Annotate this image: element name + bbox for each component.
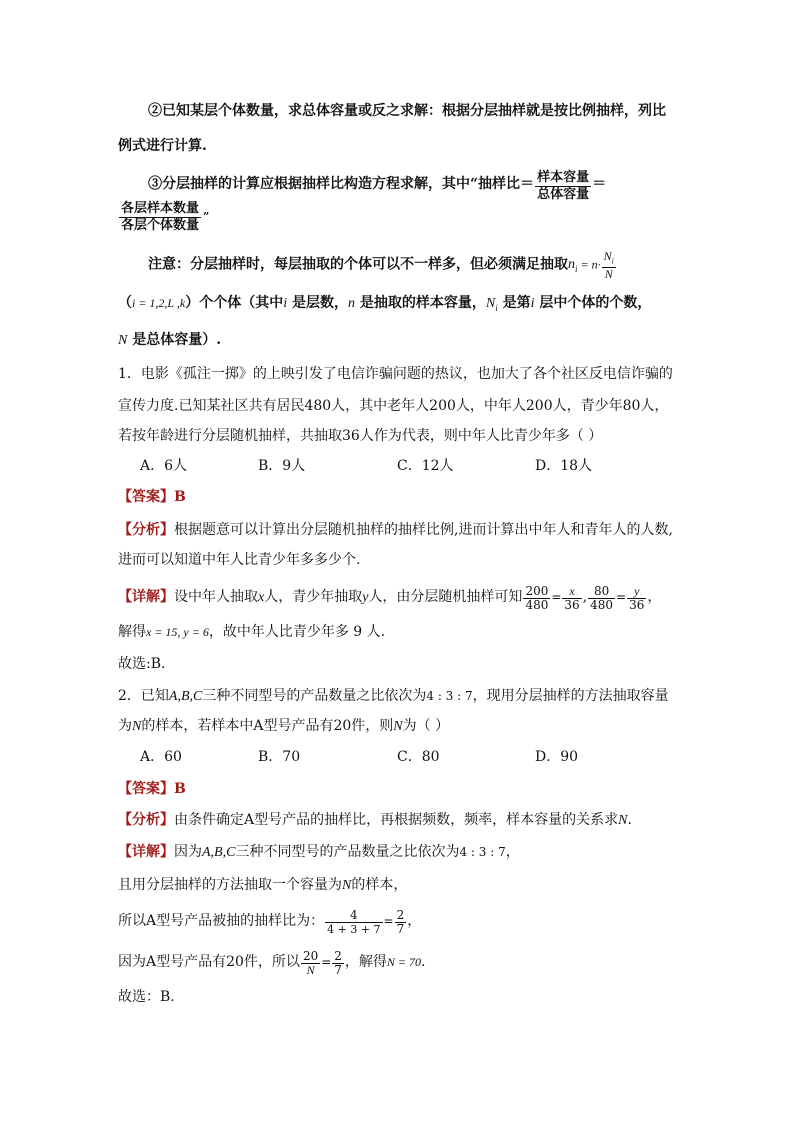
fraction-numerator: $N_i$ xyxy=(602,250,616,268)
fraction-4-over-14: $\frac{4}{4 + 3 + 7}$ xyxy=(327,908,381,936)
ni-over-n-fraction xyxy=(602,250,616,281)
q2-answer xyxy=(118,779,186,799)
fraction-numerator: 样本容量 xyxy=(537,170,590,185)
fraction-denominator: 各层个体数量 xyxy=(121,218,200,233)
i-range: i = 1,2,L ,k xyxy=(132,296,186,310)
equals-sign: ＝ xyxy=(592,176,607,192)
q1-choose: 故选:B. xyxy=(118,656,166,672)
q1-solve: 解得x = 15, y = 6，故中年人比青少年多 9 人. xyxy=(118,624,386,640)
fraction-200-480: $\frac{200}{480}$ xyxy=(525,584,549,612)
analysis-tag: 【分析】 xyxy=(118,812,174,828)
q2-detail-line1: 【详解】因为A,B,C三种不同型号的产品数量之比依次为4 : 3 : 7， xyxy=(118,844,520,860)
detail-tag: 【详解】 xyxy=(118,589,174,605)
note-p3-prefix: ③分层抽样的计算应根据抽样比构造方程求解，其中“抽样比＝ xyxy=(148,176,535,192)
q2-option-a: A．60 xyxy=(140,749,182,765)
attention-line2: （i = 1,2,L ,k）个个体（其中i 是层数，n 是抽取的样本容量，$N_i$ 是第i 层中个体的个数， xyxy=(118,295,652,313)
q2-detail-line2: 且用分层抽样的方法抽取一个容量为N的样本， xyxy=(118,877,408,893)
q1-option-b: B．9人 xyxy=(258,458,306,474)
fraction-20-over-n: $\frac{20}{N}$ xyxy=(302,949,319,977)
q1-detail-line1: 【详解】设中年人抽取x人，青少年抽取y人，由分层随机抽样可知 $\frac{200}{480}$ = $\frac{x}{36}$ , $\frac{80}{480}$ = $\frac{y}{36}$ ， xyxy=(118,584,662,612)
fraction-denominator: N xyxy=(604,267,613,282)
answer-tag: 【答案】 xyxy=(118,489,174,505)
q2-choose: 故选：B. xyxy=(118,989,175,1005)
q1-option-a: A．6人 xyxy=(140,458,188,474)
attention-prefix: 注意：分层抽样时，每层抽取的个体可以不一样多，但必须满足抽取 xyxy=(148,256,568,273)
note-paragraph-3 xyxy=(148,170,606,203)
q2-stem-line2: 为N的样本，若样本中A型号产品有20件，则N为（ ） xyxy=(118,718,450,734)
n-sub-i: $n_i$ xyxy=(568,257,578,275)
q1-option-c: C．12人 xyxy=(397,458,454,474)
attention-line3: N 是总体容量）. xyxy=(118,332,222,348)
fraction-numerator: 各层样本数量 xyxy=(121,201,200,216)
answer-tag: 【答案】 xyxy=(118,781,174,797)
q2-stem-line1: 2．已知A,B,C三种不同型号的产品数量之比依次为4 : 3 : 7，现用分层抽样的方法抽取容量 xyxy=(118,688,669,704)
note-paragraph-2-line1: ②已知某层个体数量，求总体容量或反之求解：根据分层抽样就是按比例抽样，列比 xyxy=(148,103,666,119)
answer-value: B xyxy=(174,489,186,505)
note-paragraph-3-cont xyxy=(118,201,202,234)
answer-value: B xyxy=(174,781,186,797)
q2-analysis: 【分析】由条件确定A型号产品的抽样比，再根据频数，频率，样本容量的关系求N. xyxy=(118,812,632,828)
q1-stem-line1: 1．电影《孤注一掷》的上映引发了电信诈骗问题的热议，也加大了各个社区反电信诈骗的 xyxy=(118,366,673,382)
q2-detail-line3: 所以A型号产品被抽的抽样比为： $\frac{4}{4 + 3 + 7}$ = $\frac{2}{7}$ ， xyxy=(118,908,422,936)
attention-line1 xyxy=(148,250,617,281)
q1-option-d: D．18人 xyxy=(535,458,593,474)
fraction-x-36: $\frac{x}{36}$ xyxy=(564,584,580,612)
q2-detail-line4: 因为A型号产品有20件，所以 $\frac{20}{N}$ = $\frac{2}{7}$ ，解得N = 70. xyxy=(118,949,426,977)
closing-quote: ” xyxy=(203,210,210,223)
analysis-tag: 【分析】 xyxy=(118,522,174,538)
fraction-2-over-7: $\frac{2}{7}$ xyxy=(396,908,405,936)
note-paragraph-2-line2: 例式进行计算. xyxy=(118,138,207,154)
q2-option-d: D．90 xyxy=(535,749,579,765)
sample-ratio-fraction xyxy=(535,170,591,203)
layer-ratio-fraction xyxy=(119,201,201,234)
fraction-y-36: $\frac{y}{36}$ xyxy=(629,584,645,612)
fraction-denominator: 总体容量 xyxy=(537,187,590,202)
q1-analysis-line2: 进而可以知道中年人比青少年多多少个. xyxy=(118,552,361,568)
detail-tag: 【详解】 xyxy=(118,844,174,860)
fraction-80-480: $\frac{80}{480}$ xyxy=(590,584,614,612)
fraction-2-over-7: $\frac{2}{7}$ xyxy=(334,949,342,977)
q2-option-c: C．80 xyxy=(397,749,440,765)
q2-option-b: B．70 xyxy=(258,749,301,765)
formula-eq: = n· xyxy=(577,257,601,272)
q1-analysis-line1: 【分析】根据题意可以计算出分层随机抽样的抽样比例,进而计算出中年人和青年人的人数, xyxy=(118,522,673,538)
q1-stem-line3: 若按年龄进行分层随机抽样，共抽取36人作为代表，则中年人比青少年多（ ） xyxy=(118,428,603,444)
q1-stem-line2: 宣传力度.已知某社区共有居民480人，其中老年人200人，中年人200人，青少年80人， xyxy=(118,398,669,414)
q1-answer xyxy=(118,487,186,507)
